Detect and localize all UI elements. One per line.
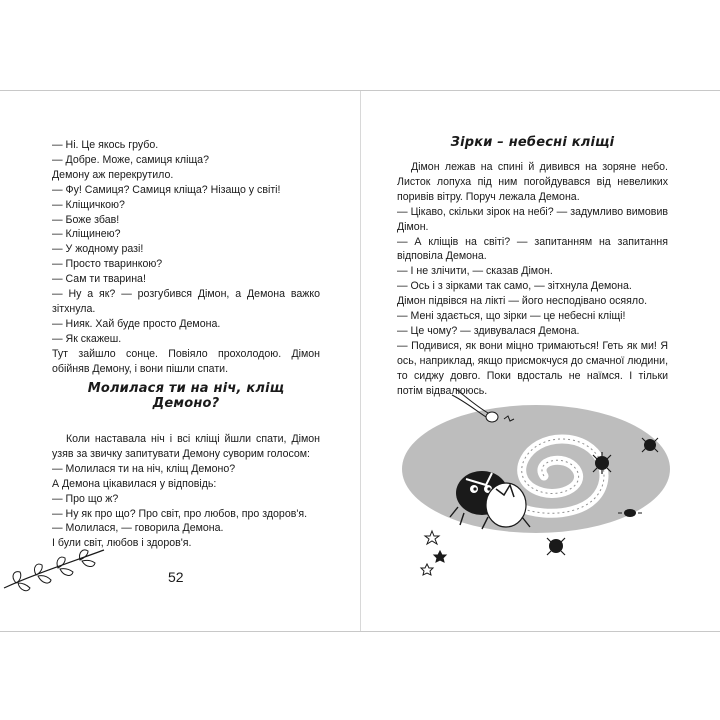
- text-line: — Просто тваринкою?: [52, 258, 163, 271]
- text-line: — Фу! Самиця? Самиця кліща? Нізащо у світі!: [52, 183, 281, 196]
- text-line: — Сам ти тварина!: [52, 273, 146, 286]
- text-line: — Молилася, — говорила Демона.: [52, 522, 224, 535]
- text-line: Коли наставала ніч і всі кліщі йшли спати, Дімон узяв за звичку запитувати Демону суворим голосом:: [52, 433, 320, 460]
- star-tick-icon: [642, 438, 658, 452]
- text-line: — Боже збав!: [52, 213, 120, 226]
- text-line: І були світ, любов і здоров'я.: [52, 537, 192, 550]
- text-line: Дімон підвівся на лікті — його несподівано осяяло.: [397, 295, 648, 308]
- text-line: — Кліщичкою?: [52, 198, 125, 211]
- dialogue-block-3: [397, 160, 668, 399]
- text-line: — Кліщинею?: [52, 228, 121, 241]
- ticks-among-stars-illustration: [394, 381, 679, 581]
- text-line: — Добре. Може, самиця кліща?: [52, 153, 209, 166]
- book-spread: [0, 90, 720, 632]
- text-line: — Як скажеш.: [52, 332, 122, 345]
- left-page: [0, 91, 360, 631]
- dialogue-block-2: [52, 432, 320, 551]
- right-page: [361, 91, 720, 631]
- text-line: — Мені здається, що зірки — це небесні кліщі!: [397, 310, 626, 323]
- text-line: — А кліщів на світі? — запитанням на запитання відповіла Демона.: [397, 235, 668, 263]
- text-line: — Цікаво, скільки зірок на небі? — задумливо вимовив Дімон.: [397, 205, 668, 233]
- text-line: Тут зайшло сонце. Повіяло прохолодою. Дімон обійняв Демону, і вони пішли спати.: [52, 347, 320, 375]
- text-line: — Ось і з зірками так само, — зітхнула Демона.: [397, 280, 632, 293]
- text-line: А Демона цікавилася у відповідь:: [52, 477, 217, 490]
- text-line: — І не злічити, — сказав Дімон.: [397, 265, 553, 278]
- text-line: Демону аж перекрутило.: [52, 168, 174, 181]
- leafy-sprig-icon: [0, 536, 110, 596]
- star-tick-icon: [547, 538, 565, 555]
- text-line: — Ну як про що? Про світ, про любов, про здоров'я.: [52, 507, 308, 520]
- text-line: — Про що ж?: [52, 492, 119, 505]
- chapter-heading-left: Молилася ти на ніч, кліщ Демоно?: [87, 381, 285, 411]
- page-number: 52: [168, 569, 184, 585]
- chapter-heading-right: Зірки – небесні кліщі: [450, 135, 615, 150]
- text-line: — Подивися, як вони міцно тримаються! Геть як ми! Я ось, наприклад, якщо присмокчуся до смачної людини, то сиджу довго. Поки вдосталь не наїмся. І тільки потім відвалююсь.: [397, 339, 669, 397]
- text-line: — У жодному разі!: [52, 243, 144, 256]
- text-line: Дімон лежав на спині й дивився на зоряне небо. Листок лопуха під ним погойдувався від невеликих поривів вітру. Поруч лежала Демона.: [397, 161, 668, 203]
- text-line: — Ні. Це якось грубо.: [52, 139, 159, 151]
- text-line: — Це чому? — здивувалася Демона.: [397, 324, 580, 337]
- text-line: — Молилася ти на ніч, кліщ Демоно?: [52, 462, 236, 475]
- dialogue-block-1: [52, 138, 320, 377]
- hanging-star-icon: [421, 531, 446, 575]
- text-line: — Ну а як? — розгубився Дімон, а Демона важко зітхнула.: [52, 288, 320, 315]
- text-line: — Нияк. Хай буде просто Демона.: [52, 317, 221, 330]
